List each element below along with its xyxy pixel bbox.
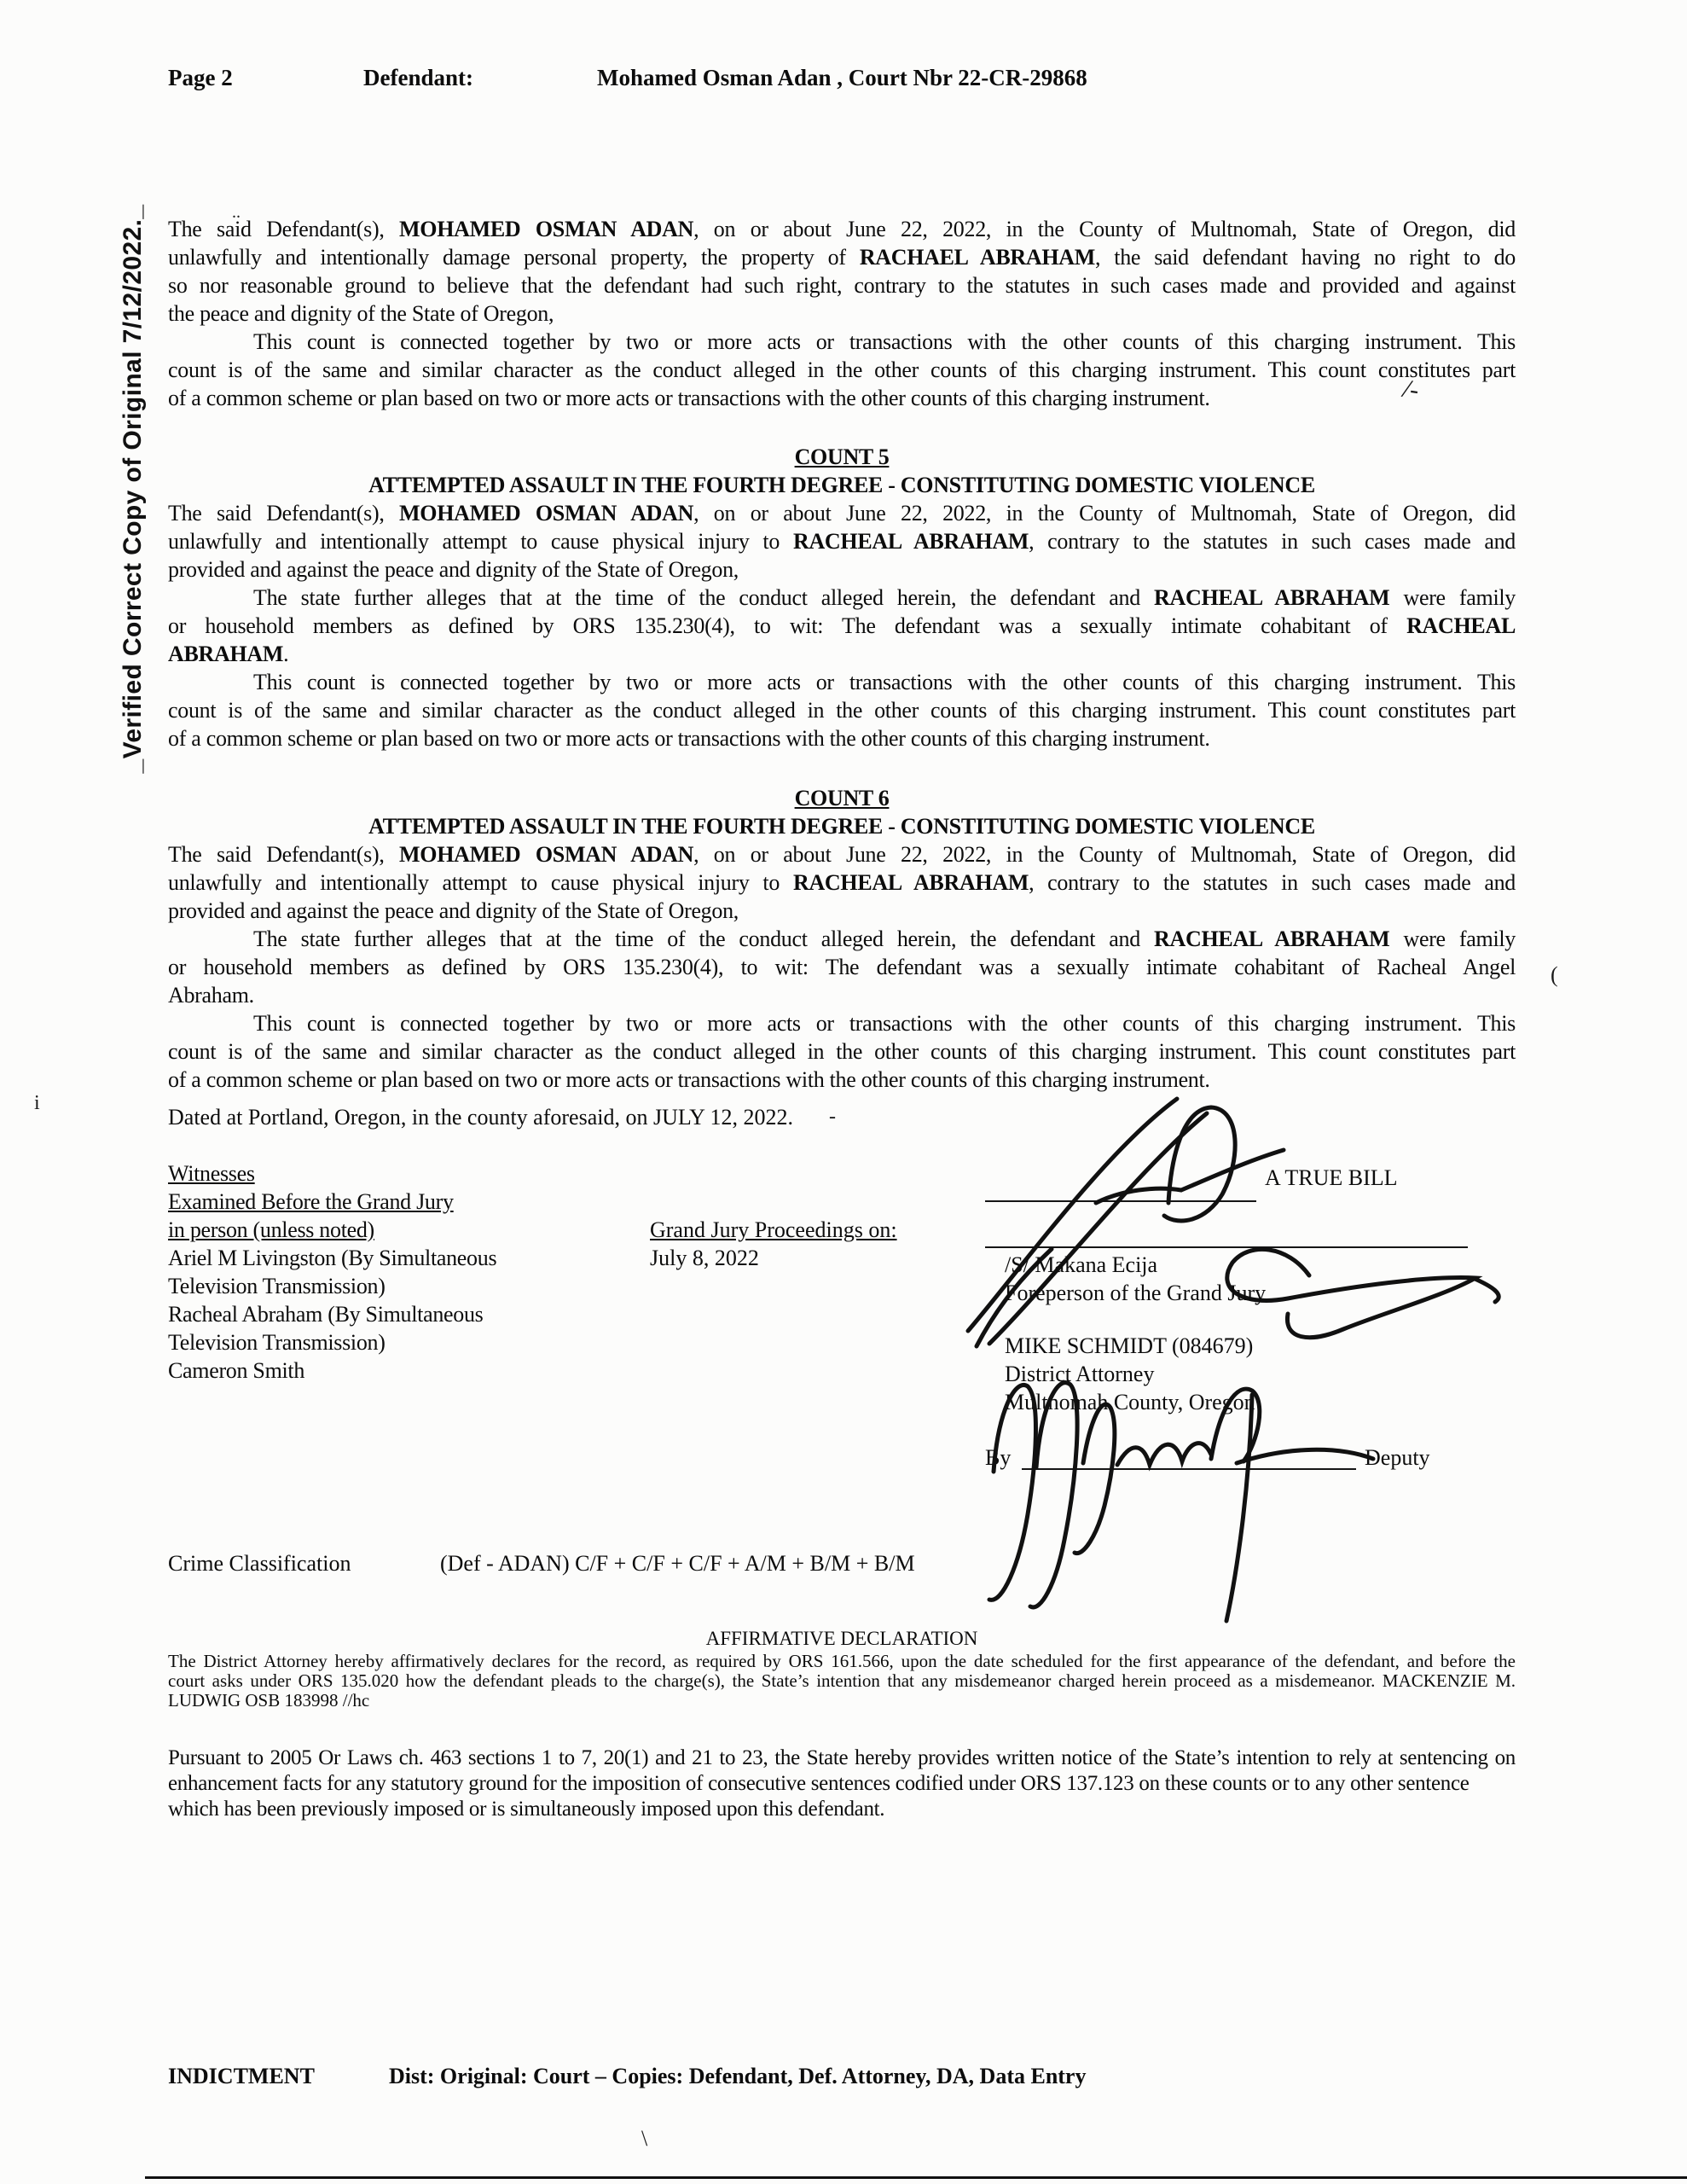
- affirmative-declaration-title: AFFIRMATIVE DECLARATION: [705, 1628, 978, 1649]
- text-line: The said Defendant(s), MOHAMED OSMAN ADAN, on or about June 22, 2022, in the County of Multnomah, State of Oregon, did: [168, 501, 1516, 526]
- crime-classification-value: (Def - ADAN) C/F + C/F + C/F + A/M + B/M + B/M: [440, 1551, 915, 1576]
- stray-mark-i: i: [34, 1092, 40, 1114]
- by-label: By: [985, 1445, 1012, 1470]
- text-line: This count is connected together by two or more acts or transactions with the other counts of this charging instrument. This: [253, 670, 1516, 694]
- count6-section: [168, 784, 1516, 1094]
- text-line: unlawfully and intentionally attempt to cause physical injury to RACHEAL ABRAHAM, contrary to the statutes in such cases made and: [168, 529, 1516, 554]
- text-line: enhancement facts for any statutory ground for the imposition of consecutive sentences codified under ORS 137.123 on these counts or to any other sentence: [168, 1772, 1470, 1795]
- crime-classification-label: Crime Classification: [168, 1551, 351, 1576]
- text-line: provided and against the peace and dignity of the State of Oregon,: [168, 557, 739, 582]
- grand-jury-date: July 8, 2022: [650, 1246, 759, 1270]
- deputy-signature: [955, 1361, 1399, 1634]
- text-line: The state further alleges that at the time of the conduct alleged herein, the defendant and RACHEAL ABRAHAM were family: [253, 926, 1516, 951]
- witnesses-list: [168, 1159, 646, 1385]
- text-line: Television Transmission): [168, 1274, 386, 1298]
- text-line: unlawfully and intentionally damage personal property, the property of RACHAEL ABRAHAM, the said defendant having no right to do: [168, 245, 1516, 270]
- page-number: Page 2: [168, 65, 233, 90]
- text-line: count is of the same and similar character as the conduct alleged in the other counts of this charging instrument. This count constitutes part: [168, 1039, 1516, 1064]
- text-line: the peace and dignity of the State of Oregon,: [168, 301, 554, 326]
- foreperson-title: Foreperson of the Grand Jury: [1005, 1281, 1267, 1305]
- text-line: The District Attorney hereby affirmatively declares for the record, as required by ORS 161.566, upon the date scheduled for the first appearance of the defendant, and before the: [168, 1651, 1516, 1671]
- text-line: so nor reasonable ground to believe that the defendant had such right, contrary to the statutes in such cases made and provided and against: [168, 273, 1516, 298]
- scan-edge-line: [145, 2176, 1687, 2179]
- defendant-value: Mohamed Osman Adan , Court Nbr 22-CR-29868: [597, 65, 1087, 90]
- page-header: [168, 65, 1516, 93]
- stray-mark-dots: ..: [232, 203, 241, 222]
- affirmative-declaration-text: [168, 1652, 1516, 1711]
- text-line: This count is connected together by two or more acts or transactions with the other counts of this charging instrument. This: [253, 329, 1516, 354]
- count4-continuation-text: [168, 215, 1516, 412]
- text-line: Examined Before the Grand Jury: [168, 1189, 454, 1214]
- dated-line: Dated at Portland, Oregon, in the county aforesaid, on JULY 12, 2022.: [168, 1105, 793, 1130]
- text-line: ABRAHAM.: [168, 642, 289, 666]
- count5-section: [168, 443, 1516, 752]
- text-line: Witnesses: [168, 1161, 255, 1186]
- text-line: in person (unless noted): [168, 1217, 374, 1242]
- da-jurisdiction: Multnomah County, Oregon: [1005, 1390, 1255, 1414]
- enhancement-notice-text: [168, 1745, 1516, 1822]
- text-line: ATTEMPTED ASSAULT IN THE FOURTH DEGREE - CONSTITUTING DOMESTIC VIOLENCE: [368, 473, 1315, 497]
- text-line: ATTEMPTED ASSAULT IN THE FOURTH DEGREE - CONSTITUTING DOMESTIC VIOLENCE: [368, 814, 1315, 839]
- stray-mark-dated-dash: -: [829, 1106, 836, 1128]
- text-line: court asks under ORS 135.020 how the defendant pleads to the charge(s), the State’s intention that any misdemeanor charged herein proceed as a misdemeanor. MACKENZIE M.: [168, 1670, 1516, 1691]
- foreperson-signature: [951, 1075, 1514, 1356]
- text-line: unlawfully and intentionally attempt to cause physical injury to RACHEAL ABRAHAM, contrary to the statutes in such cases made and: [168, 870, 1516, 895]
- text-line: Cameron Smith: [168, 1358, 305, 1383]
- defendant-label: Defendant:: [363, 65, 473, 90]
- stray-mark-paragraph-end: /-: [1400, 374, 1421, 405]
- text-line: of a common scheme or plan based on two or more acts or transactions with the other counts of this charging instrument.: [168, 726, 1210, 751]
- text-line: This count is connected together by two or more acts or transactions with the other counts of this charging instrument. This: [253, 1011, 1516, 1036]
- text-line: Pursuant to 2005 Or Laws ch. 463 sections 1 to 7, 20(1) and 21 to 23, the State hereby provides written notice of the State’s intention to rely at sentencing on: [168, 1746, 1516, 1769]
- text-line: count is of the same and similar character as the conduct alleged in the other counts of this charging instrument. This count constitutes part: [168, 357, 1516, 382]
- foreperson-name: /S/ Makana Ecija: [1005, 1252, 1158, 1277]
- stray-mark-backslash: \: [641, 2126, 648, 2151]
- text-line: Ariel M Livingston (By Simultaneous: [168, 1246, 497, 1270]
- text-line: Racheal Abraham (By Simultaneous: [168, 1302, 484, 1327]
- text-line: provided and against the peace and dignity of the State of Oregon,: [168, 898, 739, 923]
- distribution-note: Dist: Original: Court – Copies: Defendant, Def. Attorney, DA, Data Entry: [389, 2064, 1087, 2088]
- deputy-label: Deputy: [1365, 1445, 1430, 1470]
- text-line: Television Transmission): [168, 1330, 386, 1355]
- text-line: which has been previously imposed or is simultaneously imposed upon this defendant.: [168, 1798, 885, 1821]
- text-line: or household members as defined by ORS 135.230(4), to wit: The defendant was a sexually intimate cohabitant of Racheal Angel: [168, 955, 1516, 979]
- text-line: of a common scheme or plan based on two or more acts or transactions with the other counts of this charging instrument.: [168, 386, 1210, 410]
- text-line: count is of the same and similar character as the conduct alleged in the other counts of this charging instrument. This count constitutes part: [168, 698, 1516, 723]
- true-bill-label: A TRUE BILL: [1265, 1165, 1398, 1190]
- text-line: of a common scheme or plan based on two or more acts or transactions with the other counts of this charging instrument.: [168, 1067, 1210, 1092]
- text-line: COUNT 5: [794, 444, 890, 469]
- text-line: The said Defendant(s), MOHAMED OSMAN ADAN, on or about June 22, 2022, in the County of Multnomah, State of Oregon, did: [168, 217, 1516, 241]
- text-line: Abraham.: [168, 983, 254, 1008]
- text-line: The state further alleges that at the time of the conduct alleged herein, the defendant and RACHEAL ABRAHAM were family: [253, 585, 1516, 610]
- da-name: MIKE SCHMIDT (084679): [1005, 1333, 1254, 1358]
- doc-type-label: INDICTMENT: [168, 2064, 315, 2088]
- text-line: The said Defendant(s), MOHAMED OSMAN ADAN, on or about June 22, 2022, in the County of Multnomah, State of Oregon, did: [168, 842, 1516, 867]
- text-line: LUDWIG OSB 183998 //hc: [168, 1690, 370, 1711]
- text-line: or household members as defined by ORS 135.230(4), to wit: The defendant was a sexually intimate cohabitant of RACHEAL: [168, 613, 1516, 638]
- text-line: COUNT 6: [794, 786, 890, 810]
- grand-jury-proceedings-label: Grand Jury Proceedings on:: [650, 1217, 897, 1242]
- stray-mark-paren: (: [1551, 962, 1558, 987]
- verification-stamp: _Verified Correct Copy of Original 7/12/2022._: [119, 204, 147, 774]
- da-title: District Attorney: [1005, 1362, 1155, 1386]
